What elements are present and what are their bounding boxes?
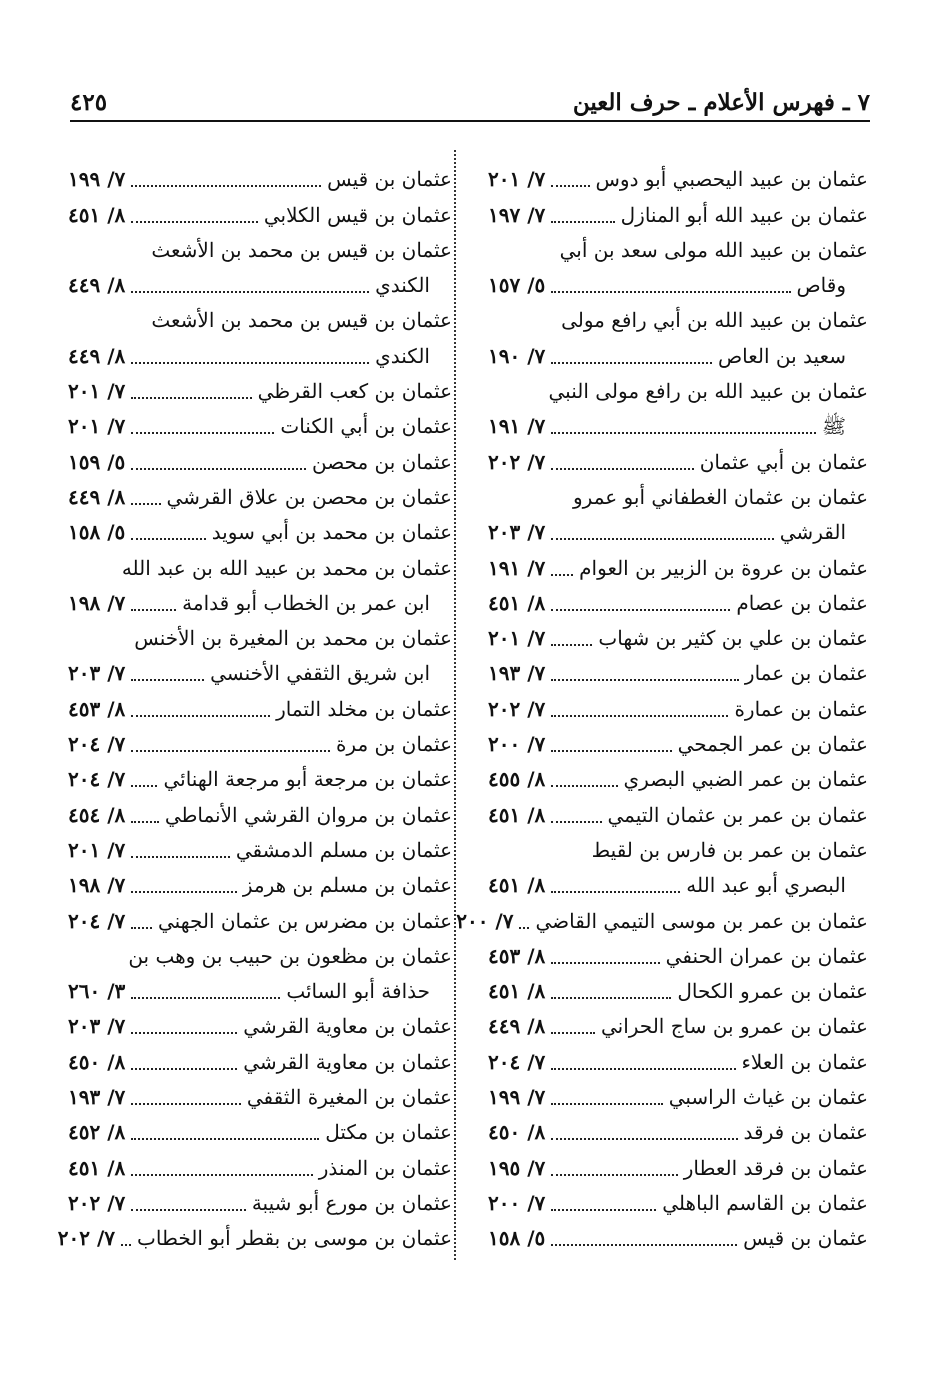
entry-reference: ٨/ ٤٤٩ — [68, 273, 126, 298]
index-entry — [68, 1115, 452, 1150]
entry-name: البصري أبو عبد الله — [686, 873, 846, 898]
entry-name: عثمان بن عمران الحنفي — [665, 943, 868, 968]
entry-name: عثمان بن علي بن كثير بن شهاب — [598, 626, 868, 651]
entry-name: عثمان بن قيس بن محمد بن الأشعث — [151, 237, 452, 262]
entry-name: عثمان بن عبيد اليحصبي أبو دوس — [595, 167, 868, 192]
entry-reference: ٨/ ٤٥٣ — [68, 696, 126, 721]
entry-name: عثمان بن مكتل — [325, 1120, 452, 1145]
entry-name: عثمان بن مرجعة أبو مرجعة الهنائي — [163, 767, 452, 792]
index-entry — [488, 1080, 868, 1115]
index-entry — [488, 1115, 868, 1150]
entry-reference: ٧/ ٢٠٠ — [456, 908, 514, 933]
index-entry — [68, 903, 452, 938]
index-entry — [488, 374, 868, 409]
index-entry — [488, 939, 868, 974]
entry-reference: ٥/ ١٥٧ — [488, 273, 546, 298]
entry-name: عثمان بن مروان القرشي الأنماطي — [164, 802, 452, 827]
index-entry — [488, 762, 868, 797]
entry-name: عثمان بن كعب القرظي — [257, 379, 452, 404]
leader-dots — [131, 397, 251, 399]
index-entry — [68, 1009, 452, 1044]
entry-reference: ٨/ ٤٥٠ — [488, 1120, 546, 1145]
index-entry — [68, 480, 452, 515]
index-entry — [68, 939, 452, 974]
leader-dots — [551, 891, 680, 893]
index-entry — [456, 903, 868, 938]
leader-dots — [519, 927, 529, 929]
entry-name: عثمان بن غياث الراسبي — [668, 1085, 868, 1110]
entry-name: عثمان بن مسلم بن هرمز — [242, 873, 452, 898]
entry-name: عثمان بن المغيرة الثقفي — [246, 1085, 452, 1110]
leader-dots — [551, 1138, 737, 1140]
leader-dots — [131, 1174, 313, 1176]
entry-reference: ٧/ ٢٠١ — [68, 414, 126, 439]
index-entry — [488, 868, 868, 903]
index-entry — [488, 303, 868, 338]
leader-dots — [131, 750, 330, 752]
entry-name: عثمان بن عمارة — [734, 696, 868, 721]
entry-reference: ٧/ ٢٠١ — [488, 167, 546, 192]
index-entry — [488, 1044, 868, 1079]
leader-dots — [131, 997, 280, 999]
entry-name: الكندي — [375, 273, 430, 298]
entry-name: عثمان بن أبي عثمان — [699, 449, 868, 474]
leader-dots — [131, 538, 205, 540]
leader-dots — [551, 1174, 677, 1176]
entry-name: عثمان بن مورع أبو شيبة — [251, 1190, 452, 1215]
index-entry — [68, 444, 452, 479]
index-entry — [68, 303, 452, 338]
index-entry — [57, 1221, 452, 1256]
entry-reference: ٨/ ٤٤٩ — [68, 343, 126, 368]
leader-dots — [131, 185, 321, 187]
index-entry — [68, 868, 452, 903]
leader-dots — [551, 962, 659, 964]
leader-dots — [131, 891, 237, 893]
entry-reference: ٧/ ٢٠٣ — [68, 661, 126, 686]
entry-reference: ٥/ ١٥٨ — [68, 520, 126, 545]
entry-reference: ٧/ ٢٠١ — [488, 626, 546, 651]
index-entry — [488, 1150, 868, 1185]
index-entry — [68, 162, 452, 197]
index-entry — [68, 762, 452, 797]
index-entry — [68, 1044, 452, 1079]
entry-name: عثمان بن محمد بن عبيد الله بن عبد الله — [121, 555, 452, 580]
index-entry — [68, 233, 452, 268]
leader-dots — [131, 221, 258, 223]
leader-dots — [131, 1209, 246, 1211]
index-entry — [68, 727, 452, 762]
index-entry — [488, 480, 868, 515]
index-entry — [68, 409, 452, 444]
index-entry — [488, 409, 868, 444]
index-entry — [68, 833, 452, 868]
entry-reference: ٧/ ٢٠٠ — [488, 732, 546, 757]
entry-reference: ٧/ ١٩٥ — [488, 1155, 546, 1180]
leader-dots — [131, 503, 160, 505]
index-entry — [488, 621, 868, 656]
entry-reference: ٨/ ٤٤٩ — [68, 484, 126, 509]
index-entry — [488, 974, 868, 1009]
entry-reference: ٨/ ٤٥١ — [488, 873, 546, 898]
leader-dots — [551, 1032, 595, 1034]
entry-name: عثمان بن قيس — [327, 167, 452, 192]
leader-dots — [551, 609, 730, 611]
entry-reference: ٧/ ٢٠٤ — [68, 767, 126, 792]
entry-reference: ٧/ ٢٠٣ — [68, 1014, 126, 1039]
entry-reference: ٧/ ٢٠٢ — [68, 1190, 126, 1215]
index-entry — [68, 797, 452, 832]
index-entry — [488, 444, 868, 479]
entry-name: عثمان بن عبيد الله بن أبي رافع مولى — [561, 308, 868, 333]
page-number: ٤٢٥ — [70, 89, 108, 116]
entry-name: عثمان بن المنذر — [318, 1155, 452, 1180]
index-entry — [488, 1186, 868, 1221]
leader-dots — [551, 468, 693, 470]
entry-name: عثمان بن القاسم الباهلي — [662, 1190, 868, 1215]
entry-name: عثمان بن عبيد الله بن رافع مولى النبي — [548, 379, 868, 404]
leader-dots — [131, 1103, 241, 1105]
leader-dots — [121, 1244, 131, 1246]
leader-dots — [551, 997, 671, 999]
entry-reference: ٧/ ٢٠٢ — [57, 1226, 116, 1251]
leader-dots — [131, 432, 274, 434]
entry-name: عثمان بن فرقد — [743, 1120, 868, 1145]
leader-dots — [551, 291, 790, 293]
entry-name: عثمان بن عمر الجمحي — [677, 732, 868, 757]
entry-name: عثمان بن قيس بن محمد بن الأشعث — [151, 308, 452, 333]
entry-reference: ٨/ ٤٥٢ — [68, 1120, 126, 1145]
leader-dots — [551, 1068, 735, 1070]
entry-reference: ٧/ ١٩٠ — [488, 343, 546, 368]
index-entry — [488, 727, 868, 762]
leader-dots — [131, 715, 270, 717]
index-column-right — [456, 162, 868, 1256]
leader-dots — [551, 574, 573, 576]
entry-reference: ٨/ ٤٥٠ — [68, 1049, 126, 1074]
index-entry — [68, 268, 452, 303]
entry-name: القرشي — [779, 520, 846, 545]
entry-reference: ٥/ ١٥٩ — [68, 449, 126, 474]
entry-name: حذافة أبو السائب — [286, 979, 430, 1004]
entry-reference: ٧/ ١٩٨ — [68, 873, 126, 898]
index-entry — [68, 586, 452, 621]
index-entry — [488, 233, 868, 268]
entry-name: عثمان بن مظعون بن حبيب بن وهب بن — [128, 943, 452, 968]
entry-name: عثمان بن موسى بن بقطر أبو الخطاب — [137, 1226, 452, 1251]
index-entry — [488, 197, 868, 232]
index-entry — [488, 586, 868, 621]
leader-dots — [131, 785, 157, 787]
entry-reference: ٧/ ١٩٣ — [68, 1085, 126, 1110]
entry-name: عثمان بن قيس — [743, 1226, 868, 1251]
leader-dots — [551, 1209, 656, 1211]
leader-dots — [131, 679, 204, 681]
leader-dots — [551, 644, 592, 646]
running-title: ٧ ـ فهرس الأعلام ـ حرف العين — [572, 89, 870, 116]
entry-name: عثمان بن أبي الكنات — [280, 414, 452, 439]
entry-name: سعيد بن العاص — [717, 343, 846, 368]
leader-dots — [551, 1244, 737, 1246]
entry-reference: ٧/ ٢٠٤ — [488, 1049, 546, 1074]
entry-reference: ٨/ ٤٥١ — [68, 202, 126, 227]
entry-reference: ٨/ ٤٥١ — [488, 590, 546, 615]
entry-reference: ٧/ ١٩٣ — [488, 661, 546, 686]
entry-name: عثمان بن عروة بن الزبير بن العوام — [579, 555, 868, 580]
leader-dots — [131, 1032, 237, 1034]
index-entry — [68, 1080, 452, 1115]
entry-name: عثمان بن محصن بن علاق القرشي — [166, 484, 452, 509]
entry-reference: ٧/ ٢٠٤ — [68, 908, 126, 933]
column-divider — [454, 150, 456, 1260]
entry-name: عثمان بن عمر بن فارس بن لقيط — [591, 837, 868, 862]
entry-reference: ٨/ ٤٥١ — [68, 1155, 126, 1180]
entry-reference: ٧/ ١٩٧ — [488, 202, 546, 227]
index-entry — [68, 1150, 452, 1185]
entry-reference: ٧/ ٢٠١ — [68, 379, 126, 404]
entry-name: ابن عمر بن الخطاب أبو قدامة — [182, 590, 430, 615]
entry-name: عثمان بن مسلم الدمشقي — [235, 837, 452, 862]
leader-dots — [551, 432, 816, 434]
index-entry — [68, 974, 452, 1009]
leader-dots — [551, 679, 739, 681]
entry-name: عثمان بن عمرو الكحال — [677, 979, 868, 1004]
leader-dots — [131, 1068, 237, 1070]
entry-reference: ٨/ ٤٥٤ — [68, 802, 126, 827]
entry-name: عثمان بن عمار — [744, 661, 868, 686]
index-entry — [68, 338, 452, 373]
index-entry — [488, 797, 868, 832]
index-entry — [68, 1186, 452, 1221]
index-entry — [488, 656, 868, 691]
entry-name: عثمان بن عثمان الغطفاني أبو عمرو — [573, 484, 868, 509]
entry-name: ﷺ — [821, 414, 846, 439]
leader-dots — [131, 609, 176, 611]
entry-reference: ٣/ ٢٦٠ — [68, 979, 126, 1004]
entry-reference: ٧/ ١٩٩ — [68, 167, 126, 192]
entry-name: عثمان بن مضرس بن عثمان الجهني — [158, 908, 452, 933]
index-entry — [488, 833, 868, 868]
index-entry — [488, 1221, 868, 1256]
entry-name: عثمان بن قيس الكلابي — [263, 202, 452, 227]
entry-reference: ٥/ ١٥٨ — [488, 1226, 546, 1251]
entry-name: عثمان بن عمر بن عثمان التيمي — [607, 802, 868, 827]
entry-reference: ٧/ ٢٠٢ — [488, 449, 546, 474]
entry-name: عثمان بن مرة — [335, 732, 452, 757]
entry-name: عثمان بن عمرو بن ساج الحراني — [600, 1014, 868, 1039]
entry-name: عثمان بن عمر بن موسى التيمي القاضي — [535, 908, 868, 933]
leader-dots — [551, 221, 614, 223]
entry-reference: ٨/ ٤٥٣ — [488, 943, 546, 968]
leader-dots — [131, 1138, 319, 1140]
entry-reference: ٨/ ٤٤٩ — [488, 1014, 546, 1039]
index-column-left — [57, 162, 452, 1256]
leader-dots — [131, 927, 152, 929]
entry-name: وقاص — [796, 273, 846, 298]
entry-reference: ٨/ ٤٥٥ — [488, 767, 546, 792]
entry-name: عثمان بن عصام — [736, 590, 868, 615]
entry-reference: ٧/ ٢٠٤ — [68, 732, 126, 757]
index-entry — [488, 515, 868, 550]
leader-dots — [131, 821, 159, 823]
entry-name: عثمان بن عمر الضبي البصري — [623, 767, 868, 792]
entry-reference: ٨/ ٤٥١ — [488, 979, 546, 1004]
entry-name: الكندي — [375, 343, 430, 368]
page-header — [70, 86, 870, 122]
index-entry — [68, 656, 452, 691]
leader-dots — [551, 185, 589, 187]
entry-reference: ٧/ ١٩١ — [488, 414, 546, 439]
entry-name: عثمان بن معاوية القرشي — [243, 1014, 452, 1039]
entry-name: ابن شريق الثقفي الأخنسي — [210, 661, 430, 686]
entry-reference: ٧/ ١٩١ — [488, 555, 546, 580]
index-entry — [488, 691, 868, 726]
entry-name: عثمان بن فرقد العطار — [683, 1155, 868, 1180]
leader-dots — [551, 715, 728, 717]
leader-dots — [551, 821, 601, 823]
entry-reference: ٨/ ٤٥١ — [488, 802, 546, 827]
entry-name: عثمان بن محصن — [311, 449, 452, 474]
index-entry — [488, 338, 868, 373]
leader-dots — [551, 785, 617, 787]
leader-dots — [551, 362, 712, 364]
leader-dots — [131, 291, 369, 293]
leader-dots — [131, 468, 306, 470]
leader-dots — [131, 856, 230, 858]
entry-name: عثمان بن عبيد الله أبو المنازل — [620, 202, 868, 227]
entry-name: عثمان بن معاوية القرشي — [243, 1049, 452, 1074]
entry-name: عثمان بن محمد بن أبي سويد — [211, 520, 452, 545]
index-entry — [68, 197, 452, 232]
entry-name: عثمان بن محمد بن المغيرة بن الأخنس — [134, 626, 452, 651]
entry-reference: ٧/ ٢٠٢ — [488, 696, 546, 721]
index-entry — [68, 691, 452, 726]
entry-name: عثمان بن مخلد التمار — [276, 696, 452, 721]
entry-reference: ٧/ ٢٠١ — [68, 837, 126, 862]
entry-reference: ٧/ ٢٠٣ — [488, 520, 546, 545]
index-entry — [488, 268, 868, 303]
leader-dots — [551, 1103, 662, 1105]
leader-dots — [131, 362, 369, 364]
entry-name: عثمان بن العلاء — [741, 1049, 868, 1074]
entry-reference: ٧/ ١٩٨ — [68, 590, 126, 615]
leader-dots — [551, 538, 774, 540]
index-entry — [68, 374, 452, 409]
index-entry — [488, 1009, 868, 1044]
leader-dots — [551, 750, 671, 752]
index-entry — [488, 162, 868, 197]
entry-name: عثمان بن عبيد الله مولى سعد بن أبي — [559, 237, 868, 262]
index-entry — [68, 621, 452, 656]
index-entry — [488, 550, 868, 585]
index-entry — [68, 550, 452, 585]
entry-reference: ٧/ ١٩٩ — [488, 1085, 546, 1110]
entry-reference: ٧/ ٢٠٠ — [488, 1190, 546, 1215]
index-entry — [68, 515, 452, 550]
